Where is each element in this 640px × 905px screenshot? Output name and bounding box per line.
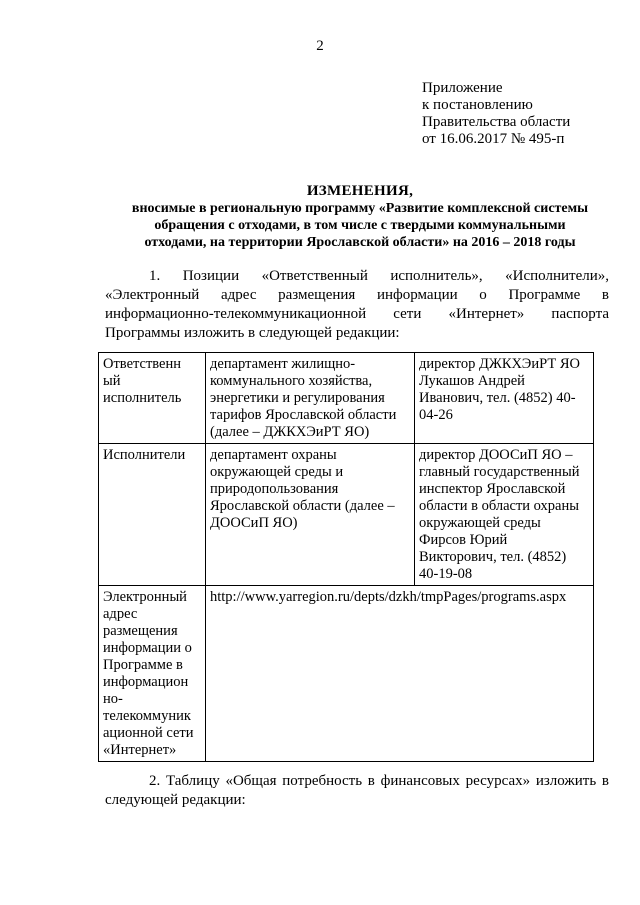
document-subtitle — [100, 200, 620, 251]
cell-text: департамент жилищно- коммунального хозяйства, энергетики и регулирования тарифов Ярославской области (далее – ДЖКХЭиРТ ЯО) — [210, 356, 397, 440]
appendix-line: Приложение — [422, 80, 503, 96]
subtitle-line: вносимые в региональную программу «Развитие комплексной системы — [131, 201, 589, 216]
table-cell-department — [206, 353, 415, 444]
paragraph-line: 1. Позиции «Ответственный исполнитель», «Исполнители», — [149, 268, 609, 284]
table-cell-label — [99, 444, 206, 586]
appendix-line: Правительства области — [422, 114, 571, 130]
passport-table — [98, 352, 594, 762]
table-row — [99, 444, 594, 586]
paragraph-2 — [105, 772, 609, 810]
paragraph-line: Программы изложить в следующей редакции: — [105, 325, 400, 341]
appendix-line: к постановлению — [422, 97, 533, 113]
table-cell-contact — [415, 444, 594, 586]
table-cell-label — [99, 586, 206, 762]
cell-text: Исполнители — [103, 447, 186, 463]
appendix-line: от 16.06.2017 № 495-п — [422, 131, 565, 147]
cell-text: департамент охраны окружающей среды и природопользования Ярославской области (далее – ДООСиП ЯО) — [210, 447, 395, 531]
program-url-link[interactable]: http://www.yarregion.ru/depts/dzkh/tmpPages/programs.aspx — [210, 589, 567, 605]
cell-text: Электронный адрес размещения информации о Программе в информацион но- телекоммуник ационной сети «Интернет» — [103, 589, 194, 758]
table-row — [99, 353, 594, 444]
document-title: ИЗМЕНЕНИЯ, — [306, 183, 414, 199]
cell-text: Ответственн ый исполнитель — [103, 356, 182, 406]
paragraph-line: «Электронный адрес размещения информации о Программе в — [105, 287, 609, 303]
subtitle-line: обращения с отходами, в том числе с твердыми коммунальными — [154, 218, 566, 233]
paragraph-line: информационно-телекоммуникационной сети «Интернет» паспорта — [105, 306, 609, 322]
cell-text: директор ДЖКХЭиРТ ЯО Лукашов Андрей Иванович, тел. (4852) 40- 04-26 — [419, 356, 580, 423]
table-cell-contact — [415, 353, 594, 444]
appendix-block — [422, 80, 570, 148]
table-row — [99, 586, 594, 762]
table-cell-url — [206, 586, 594, 762]
table-cell-label — [99, 353, 206, 444]
paragraph-line: следующей редакции: — [105, 792, 246, 808]
page-number: 2 — [316, 38, 324, 54]
paragraph-line: 2. Таблицу «Общая потребность в финансовых ресурсах» изложить в — [149, 773, 609, 789]
table-cell-department — [206, 444, 415, 586]
paragraph-1 — [105, 267, 609, 343]
subtitle-line: отходами, на территории Ярославской области» на 2016 – 2018 годы — [144, 235, 576, 250]
cell-text: директор ДООСиП ЯО – главный государственный инспектор Ярославской области в области охраны окружающей среды Фирсов Юрий Викторович, тел. (4852) 40-19-08 — [419, 447, 580, 582]
